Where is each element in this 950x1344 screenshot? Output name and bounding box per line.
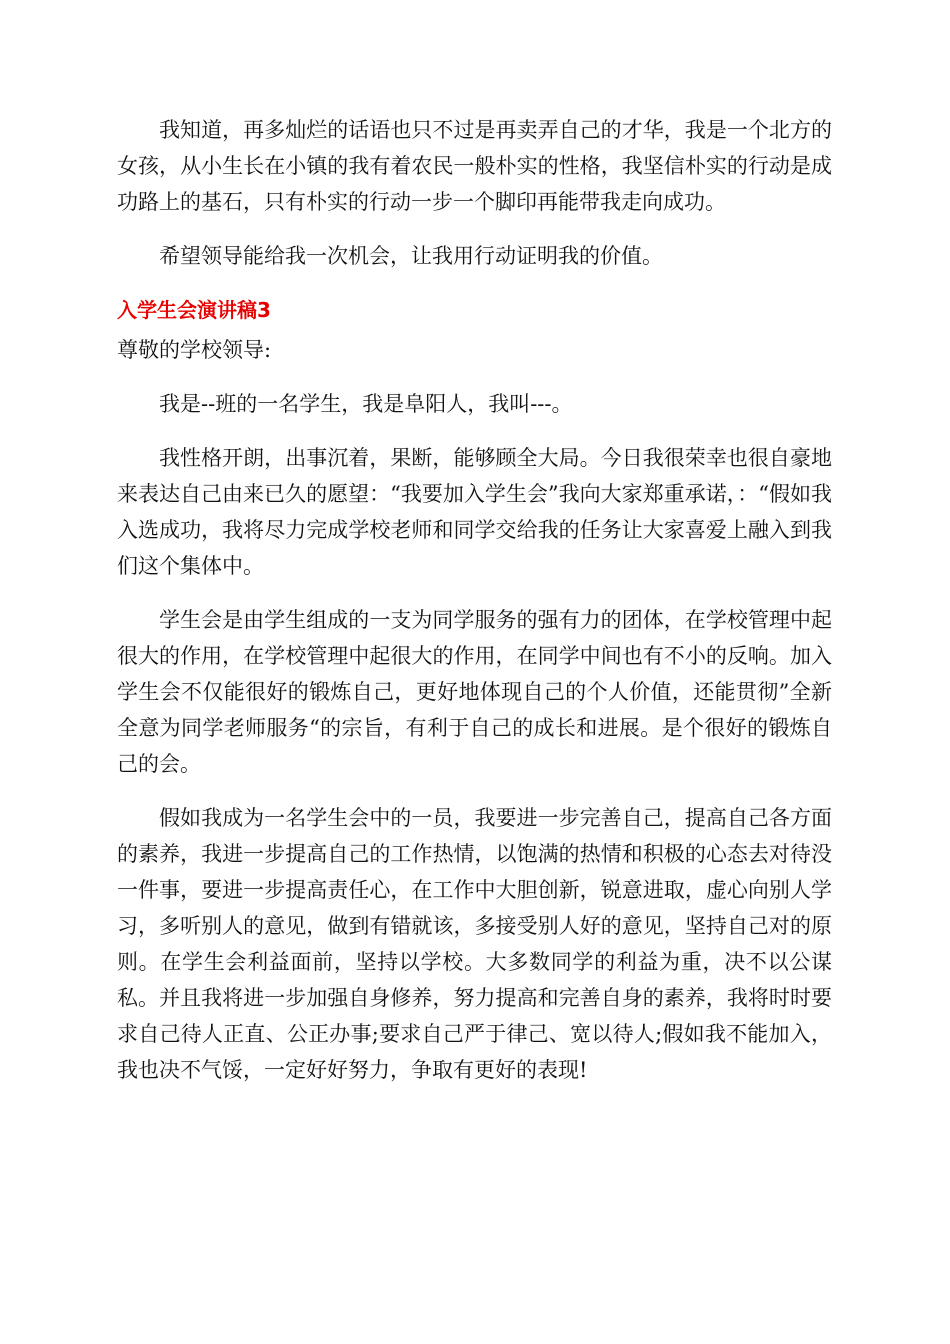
intro-paragraph-2: 希望领导能给我一次机会，让我用行动证明我的价值。 xyxy=(159,244,663,268)
body-paragraph-3: 学生会是由学生组成的一支为同学服务的强有力的团体，在学校管理中起很大的作用，在学校管理中起很大的作用，在同学中间也有不小的反响。加入学生会不仅能很好的锻炼自己，更好地体现自己的个人价值，还能贯彻”全新全意为同学老师服务“的宗旨，有利于自己的成长和进展。是个很好的锻炼自己的会。 xyxy=(117,608,832,776)
salutation: 尊敬的学校领导: xyxy=(117,338,272,362)
body-paragraph-4: 假如我成为一名学生会中的一员，我要进一步完善自己，提高自己各方面的素养，我进一步提高自己的工作热情，以饱满的热情和积极的心态去对待没一件事，要进一步提高责任心，在工作中大胆创新，锐意进取，虚心向别人学习，多听别人的意见，做到有错就该，多接受别人好的意见，坚持自己对的原则。在学生会利益面前，坚持以学校。大多数同学的利益为重，决不以公谋私。并且我将进一步加强自身修养，努力提高和完善自身的素养，我将时时要求自己待人正直、公正办事;要求自己严于律己、宽以待人;假如我不能加入，我也决不气馁，一定好好努力，争取有更好的表现! xyxy=(117,806,832,1082)
body-paragraph-2: 我性格开朗，出事沉着，果断，能够顾全大局。今日我很荣幸也很自豪地来表达自己由来已久的愿望：“我要加入学生会”我向大家郑重承诺，：“假如我入选成功，我将尽力完成学校老师和同学交给我的任务让大家喜爱上融入到我们这个集体中。 xyxy=(117,446,832,578)
intro-paragraph-1: 我知道，再多灿烂的话语也只不过是再卖弄自己的才华，我是一个北方的女孩，从小生长在小镇的我有着农民一般朴实的性格，我坚信朴实的行动是成功路上的基石，只有朴实的行动一步一个脚印再能带我走向成功。 xyxy=(117,118,832,214)
section-heading: 入学生会演讲稿3 xyxy=(117,298,271,322)
document-body xyxy=(117,112,832,1106)
body-paragraph-1: 我是--班的一名学生，我是阜阳人，我叫---。 xyxy=(159,392,573,416)
